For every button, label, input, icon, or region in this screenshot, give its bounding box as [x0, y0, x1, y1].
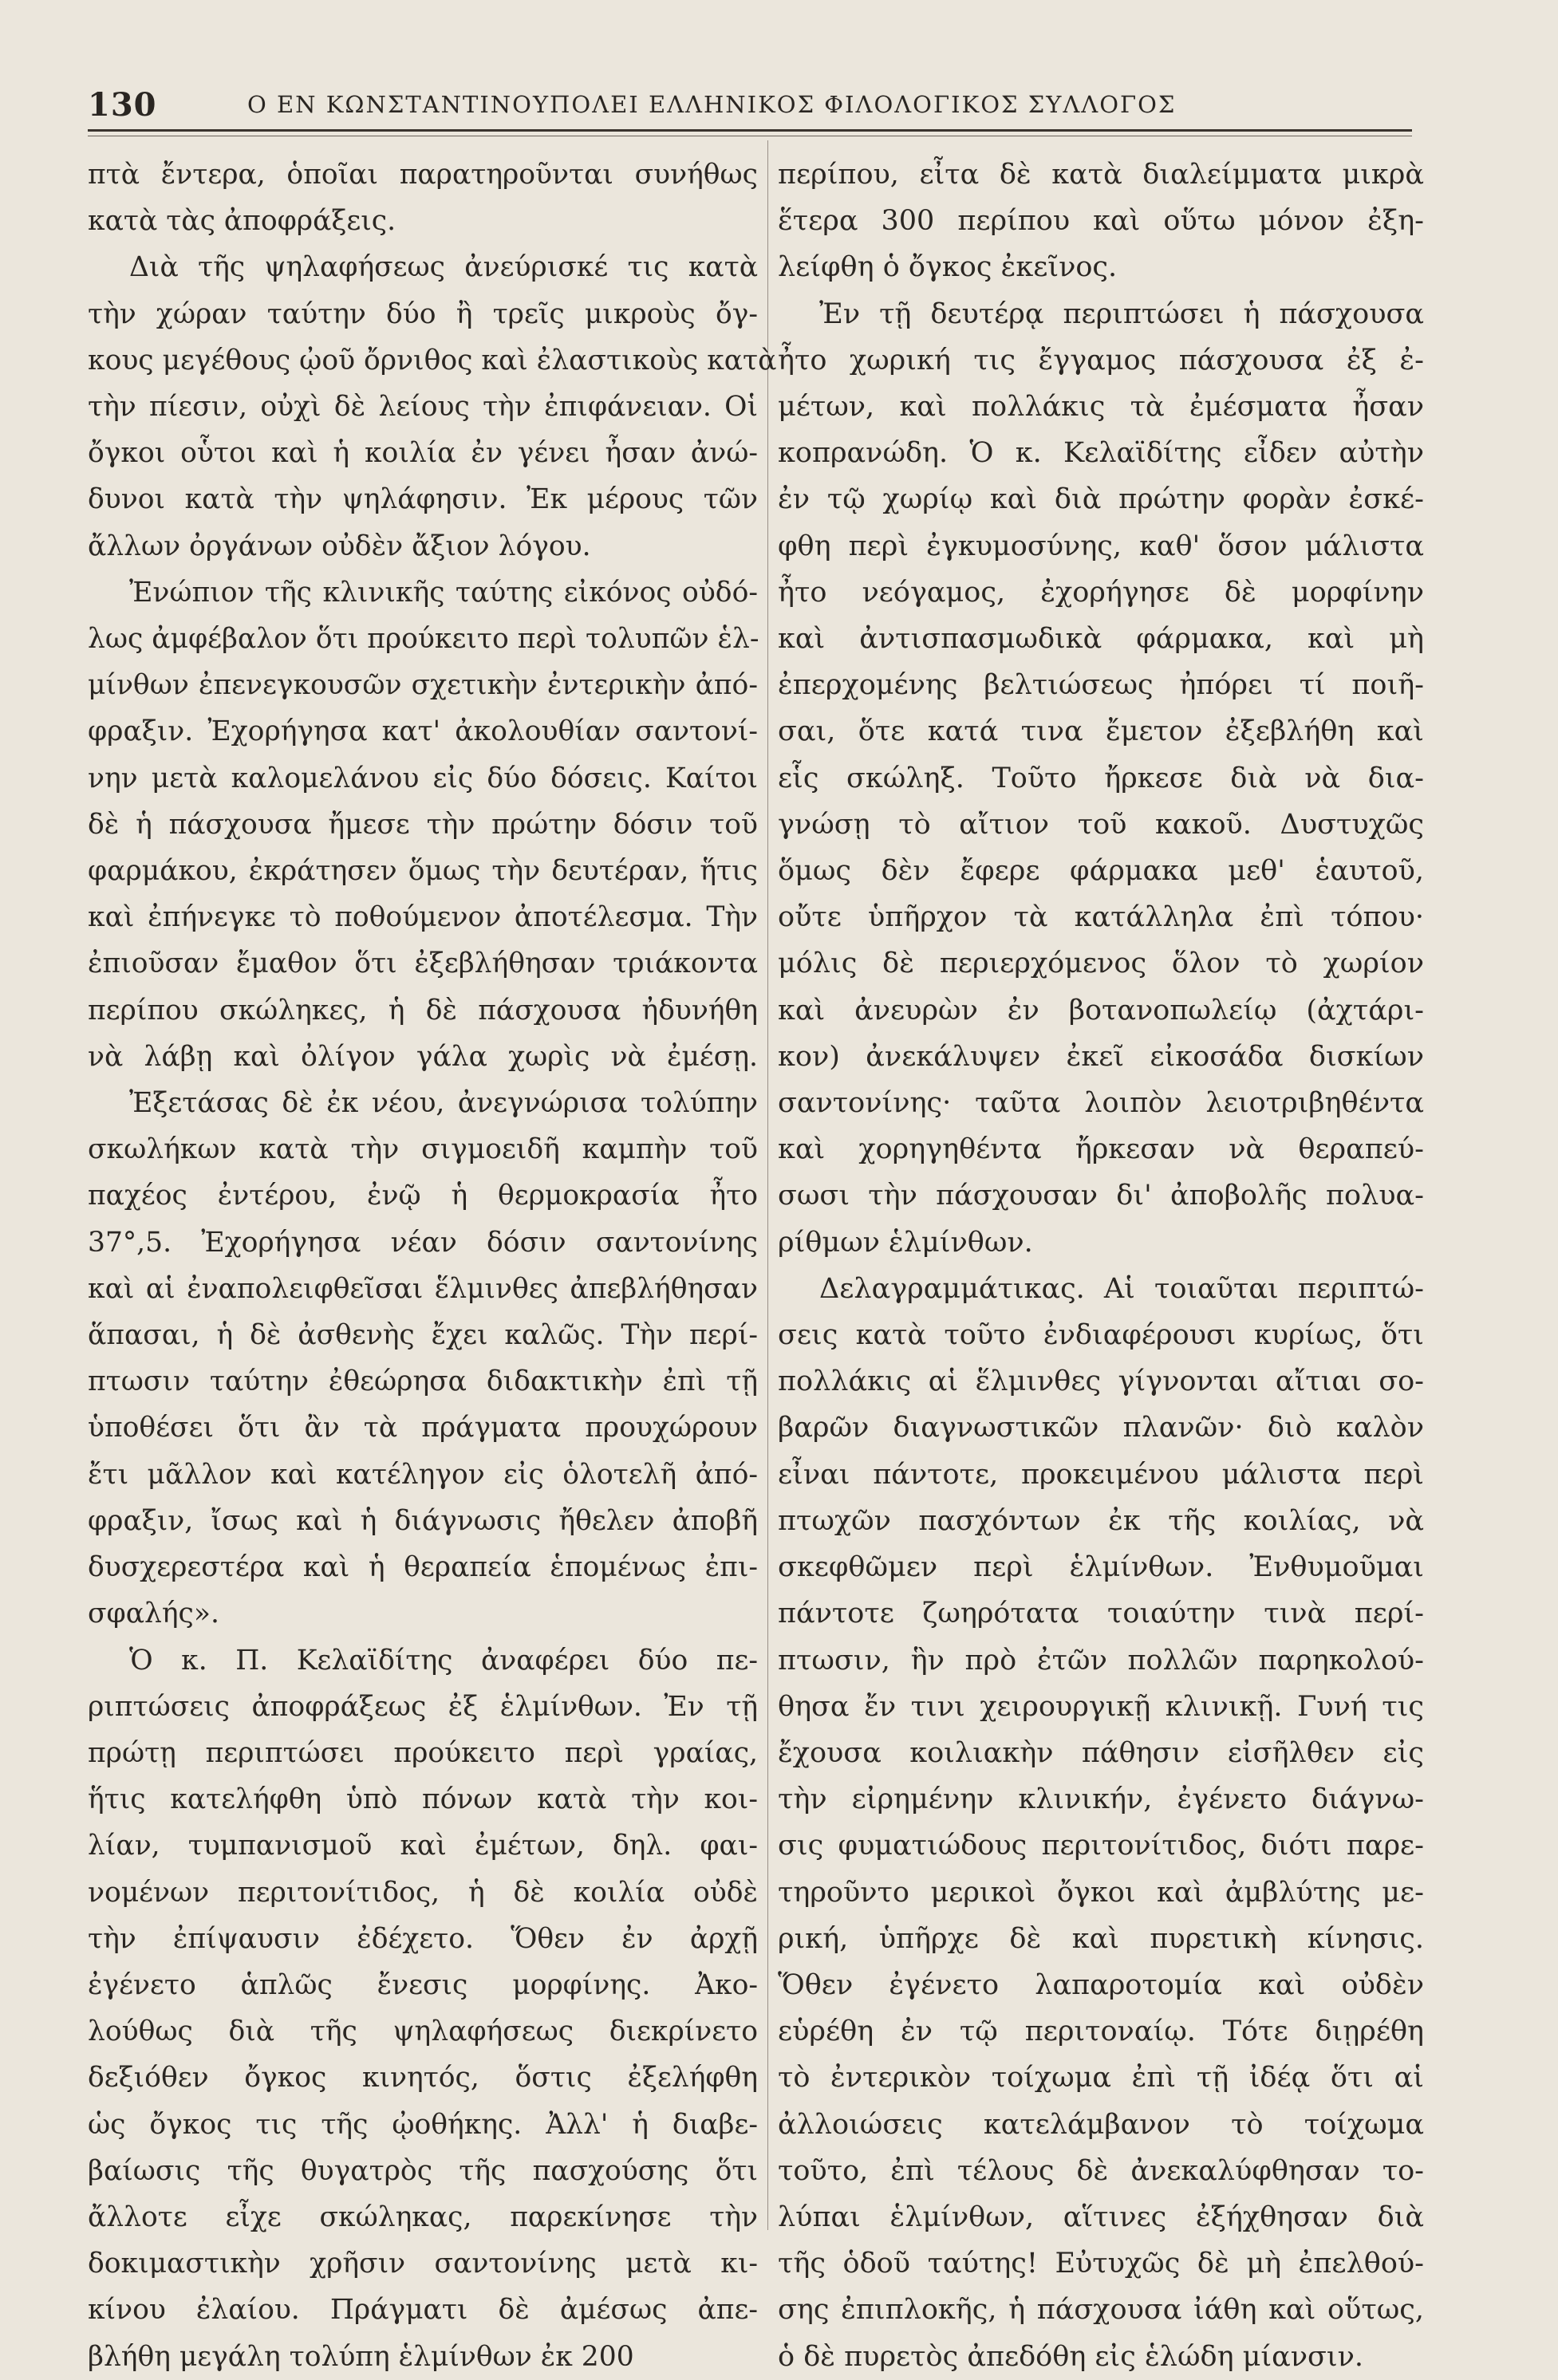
left-text-line: νὰ λάβῃ καὶ ὀλίγον γάλα χωρὶς νὰ ἐμέσῃ. [88, 1040, 758, 1073]
right-text-line: σωσι τὴν πάσχουσαν δι' ἀποβολῆς πολυα- [778, 1180, 1424, 1212]
left-text-line: σφαλής». [88, 1598, 219, 1630]
left-text-line: φαρμάκου, ἐκράτησεν ὅμως τὴν δευτέραν, ἥτις [88, 855, 758, 888]
right-text-line: Δελαγραμμάτικας. Αἱ τοιαῦται περιπτώ- [819, 1272, 1424, 1305]
left-text-line: νην μετὰ καλομελάνου εἰς δύο δόσεις. Καίτοι [88, 762, 758, 794]
left-column [88, 152, 777, 2380]
left-text-line: δεξιόθεν ὄγκος κινητός, ὅστις ἐξελήφθη [88, 2062, 758, 2094]
left-text-line: ἄλλοτε εἶχε σκώληκας, παρεκίνησε τὴν [88, 2201, 758, 2233]
left-text-line: βλήθη μεγάλη τολύπη ἑλμίνθων ἐκ 200 [88, 2340, 634, 2373]
right-text-line: ὅμως δὲν ἔφερε φάρμακα μεθ' ἑαυτοῦ, [778, 855, 1424, 888]
left-text-line: λούθως διὰ τῆς ψηλαφήσεως διεκρίνετο [88, 2016, 758, 2048]
right-text-line: σκεφθῶμεν περὶ ἑλμίνθων. Ἐνθυμοῦμαι [778, 1551, 1424, 1584]
right-text-line: εἶναι πάντοτε, προκειμένου μάλιστα περὶ [778, 1458, 1424, 1491]
left-text-line: ἔτι μᾶλλον καὶ κατέληγον εἰς ὁλοτελῆ ἀπό- [88, 1458, 758, 1491]
right-text-line: τηροῦντο μερικοὶ ὄγκοι καὶ ἀμβλύτης με- [778, 1876, 1424, 1909]
right-text-line: τὸ ἐντερικὸν τοίχωμα ἐπὶ τῇ ἰδέᾳ ὅτι αἱ [778, 2062, 1424, 2094]
right-text-line: μέτων, καὶ πολλάκις τὰ ἐμέσματα ἦσαν [778, 391, 1424, 424]
right-text-line: σαι, ὅτε κατά τινα ἔμετον ἐξεβλήθη καὶ [778, 715, 1424, 748]
left-text-line: Ἐνώπιον τῆς κλινικῆς ταύτης εἰκόνος οὐδό- [129, 576, 758, 609]
right-text-line: βαρῶν διαγνωστικῶν πλανῶν· διὸ καλὸν [778, 1412, 1424, 1444]
left-text-line: ὡς ὄγκος τις τῆς ᾠοθήκης. Ἀλλ' ἡ διαβε- [88, 2108, 758, 2141]
right-text-line: κοπρανώδη. Ὁ κ. Κελαϊδίτης εἶδεν αὐτὴν [778, 437, 1424, 470]
left-text-line: Διὰ τῆς ψηλαφήσεως ἀνεύρισκέ τις κατὰ [129, 251, 758, 284]
right-text-line: πτωχῶν πασχόντων ἐκ τῆς κοιλίας, νὰ [778, 1504, 1424, 1537]
right-text-line: Ὅθεν ἐγένετο λαπαροτομία καὶ οὐδὲν [778, 1968, 1424, 2001]
right-text-line: ἀλλοιώσεις κατελάμβανον τὸ τοίχωμα [778, 2108, 1424, 2141]
left-text-line: καὶ ἐπήνεγκε τὸ ποθούμενον ἀποτέλεσμα. Τὴν [88, 901, 758, 934]
right-text-line: κον) ἀνεκάλυψεν ἐκεῖ εἰκοσάδα δισκίων [778, 1040, 1424, 1073]
left-text-line: βαίωσις τῆς θυγατρὸς τῆς πασχούσης ὅτι [88, 2154, 758, 2187]
right-text-line: ἦτο νεόγαμος, ἐχορήγησε δὲ μορφίνην [778, 576, 1424, 609]
left-text-line: ἄλλων ὀργάνων οὐδὲν ἄξιον λόγου. [88, 530, 591, 562]
right-text-line: πτωσιν, ἣν πρὸ ἐτῶν πολλῶν παρηκολού- [778, 1644, 1424, 1677]
right-text-line: ἕτερα 300 περίπου καὶ οὕτω μόνον ἐξη- [778, 205, 1424, 238]
left-text-line: ἐπιοῦσαν ἔμαθον ὅτι ἐξεβλήθησαν τριάκοντα [88, 948, 758, 980]
right-text-line: τὴν εἰρημένην κλινικήν, ἐγένετο διάγνω- [778, 1783, 1424, 1816]
page-number: 130 [88, 86, 157, 124]
left-text-line: φραξιν, ἴσως καὶ ἡ διάγνωσις ἤθελεν ἀποβῆ [88, 1504, 758, 1537]
right-text-line: ρική, ὑπῆρχε δὲ καὶ πυρετικὴ κίνησις. [778, 1922, 1424, 1955]
left-text-line: φραξιν. Ἐχορήγησα κατ' ἀκολουθίαν σαντονί- [88, 715, 758, 748]
right-text-line: σης ἐπιπλοκῆς, ἡ πάσχουσα ἰάθη καὶ οὕτως, [778, 2294, 1424, 2327]
left-text-line: πρώτῃ περιπτώσει προύκειτο περὶ γραίας, [88, 1736, 758, 1769]
right-text-line: ρίθμων ἑλμίνθων. [778, 1226, 1033, 1259]
left-text-line: σκωλήκων κατὰ τὴν σιγμοειδῆ καμπὴν τοῦ [88, 1133, 758, 1166]
right-text-line: θησα ἔν τινι χειρουργικῇ κλινικῇ. Γυνή τις [778, 1690, 1424, 1723]
left-text-line: ὑποθέσει ὅτι ἂν τὰ πράγματα προυχώρουν [88, 1412, 758, 1444]
left-text-line: δυνοι κατὰ τὴν ψηλάφησιν. Ἐκ μέρους τῶν [88, 483, 758, 516]
left-text-line: πτωσιν ταύτην ἐθεώρησα διδακτικὴν ἐπὶ τῇ [88, 1365, 758, 1398]
left-text-line: τὴν ἐπίψαυσιν ἐδέχετο. Ὅθεν ἐν ἀρχῇ [88, 1922, 758, 1955]
left-text-line: κατὰ τὰς ἀποφράξεις. [88, 205, 396, 238]
right-text-line: πάντοτε ζωηρότατα τοιαύτην τινὰ περί- [778, 1598, 1424, 1630]
left-text-line: δοκιμαστικὴν χρῆσιν σαντονίνης μετὰ κι- [88, 2248, 758, 2280]
right-text-line: τῆς ὁδοῦ ταύτης! Εὐτυχῶς δὲ μὴ ἐπελθού- [778, 2248, 1424, 2280]
left-text-line: δυσχερεστέρα καὶ ἡ θεραπεία ἑπομένως ἐπι- [88, 1551, 758, 1584]
left-text-line: ἥτις κατελήφθη ὑπὸ πόνων κατὰ τὴν κοι- [88, 1783, 758, 1816]
left-text-line: περίπου σκώληκες, ἡ δὲ πάσχουσα ἠδυνήθη [88, 994, 758, 1026]
right-text-line: ἔχουσα κοιλιακὴν πάθησιν εἰσῆλθεν εἰς [778, 1736, 1424, 1769]
right-text-line: εἷς σκώληξ. Τοῦτο ἤρκεσε διὰ νὰ δια- [778, 762, 1424, 794]
right-text-line: πολλάκις αἱ ἕλμινθες γίγνονται αἴτιαι σο- [778, 1365, 1424, 1398]
right-text-line: σις φυματιώδους περιτονίτιδος, διότι παρε- [778, 1830, 1424, 1862]
column-divider [767, 140, 768, 2230]
left-text-line: πτὰ ἔντερα, ὁποῖαι παρατηροῦνται συνήθως [88, 159, 758, 191]
right-text-line: οὔτε ὑπῆρχον τὰ κατάλληλα ἐπὶ τόπου· [778, 901, 1424, 934]
right-text-line: ἐπερχομένης βελτιώσεως ἠπόρει τί ποιῆ- [778, 669, 1424, 702]
right-text-line: γνώσῃ τὸ αἴτιον τοῦ κακοῦ. Δυστυχῶς [778, 808, 1424, 841]
running-title: Ο ΕΝ ΚΩΝΣΤΑΝΤΙΝΟΥΠΟΛΕΙ ΕΛΛΗΝΙΚΟΣ ΦΙΛΟΛΟΓΙΚΟΣ ΣΥΛΛΟΓΟΣ [247, 91, 1177, 118]
left-text-line: Ὁ κ. Π. Κελαϊδίτης ἀναφέρει δύο πε- [129, 1644, 758, 1677]
left-text-line: ἅπασαι, ἡ δὲ ἀσθενὴς ἔχει καλῶς. Τὴν περί- [88, 1319, 758, 1352]
right-text-line: λείφθη ὁ ὄγκος ἐκεῖνος. [778, 251, 1118, 284]
right-text-line: Ἐν τῇ δευτέρᾳ περιπτώσει ἡ πάσχουσα [819, 298, 1424, 330]
right-text-line: καὶ ἀνευρὼν ἐν βοτανοπωλείῳ (ἀχτάρι- [778, 994, 1424, 1026]
left-text-line: Ἐξετάσας δὲ ἐκ νέου, ἀνεγνώρισα τολύπην [129, 1087, 758, 1120]
left-text-line: λίαν, τυμπανισμοῦ καὶ ἐμέτων, δηλ. φαι- [88, 1830, 758, 1862]
left-text-line: ὄγκοι οὗτοι καὶ ἡ κοιλία ἐν γένει ἦσαν ἀνώ- [88, 437, 758, 470]
header-rule [88, 129, 1412, 132]
right-text-line: εὑρέθη ἐν τῷ περιτοναίῳ. Τότε διῃρέθη [778, 2016, 1424, 2048]
right-text-line: σαντονίνης· ταῦτα λοιπὸν λειοτριβηθέντα [778, 1087, 1424, 1120]
page-header [88, 86, 1412, 126]
left-text-line: 37°,5. Ἐχορήγησα νέαν δόσιν σαντονίνης [88, 1226, 758, 1259]
left-text-line: ἐγένετο ἁπλῶς ἔνεσις μορφίνης. Ἀκο- [88, 1968, 758, 2001]
left-text-line: καὶ αἱ ἐναπολειφθεῖσαι ἕλμινθες ἀπεβλήθησαν [88, 1272, 758, 1305]
right-text-line: περίπου, εἶτα δὲ κατὰ διαλείμματα μικρὰ [778, 159, 1424, 191]
left-text-line: παχέος ἐντέρου, ἐνῷ ἡ θερμοκρασία ἦτο [88, 1180, 758, 1212]
right-text-line: καὶ χορηγηθέντα ἤρκεσαν νὰ θεραπεύ- [778, 1133, 1424, 1166]
right-text-line: ἐν τῷ χωρίῳ καὶ διὰ πρώτην φορὰν ἐσκέ- [778, 483, 1424, 516]
left-text-line: ριπτώσεις ἀποφράξεως ἐξ ἑλμίνθων. Ἐν τῇ [88, 1690, 758, 1723]
right-text-line: φθη περὶ ἐγκυμοσύνης, καθ' ὅσον μάλιστα [778, 530, 1424, 562]
right-text-line: τοῦτο, ἐπὶ τέλους δὲ ἀνεκαλύφθησαν το- [778, 2154, 1424, 2187]
left-text-line: μίνθων ἐπενεγκουσῶν σχετικὴν ἐντερικὴν ἀπό- [88, 669, 758, 702]
left-text-line: λως ἀμφέβαλον ὅτι προύκειτο περὶ τολυπῶν ἑλ- [88, 623, 759, 656]
left-text-line: κους μεγέθους ᾠοῦ ὄρνιθος καὶ ἐλαστικοὺς κατὰ [88, 344, 777, 376]
left-text-line: τὴν χώραν ταύτην δύο ἢ τρεῖς μικροὺς ὄγ- [88, 298, 758, 330]
right-text-line: σεις κατὰ τοῦτο ἐνδιαφέρουσι κυρίως, ὅτι [778, 1319, 1424, 1352]
left-text-line: τὴν πίεσιν, οὐχὶ δὲ λείους τὴν ἐπιφάνειαν. Οἱ [88, 391, 758, 424]
right-column [778, 152, 1424, 2380]
left-text-line: δὲ ἡ πάσχουσα ἤμεσε τὴν πρώτην δόσιν τοῦ [88, 808, 758, 841]
left-text-line: κίνου ἐλαίου. Πράγματι δὲ ἀμέσως ἀπε- [88, 2294, 758, 2327]
right-text-line: λύπαι ἑλμίνθων, αἵτινες ἐξήχθησαν διὰ [778, 2201, 1424, 2233]
right-text-line: ὁ δὲ πυρετὸς ἀπεδόθη εἰς ἑλώδη μίανσιν. [778, 2340, 1364, 2373]
right-text-line: καὶ ἀντισπασμωδικὰ φάρμακα, καὶ μὴ [778, 623, 1424, 656]
right-text-line: ἦτο χωρική τις ἔγγαμος πάσχουσα ἐξ ἐ- [778, 344, 1424, 376]
left-text-line: νομένων περιτονίτιδος, ἡ δὲ κοιλία οὐδὲ [88, 1876, 758, 1909]
right-text-line: μόλις δὲ περιερχόμενος ὅλον τὸ χωρίον [778, 948, 1424, 980]
